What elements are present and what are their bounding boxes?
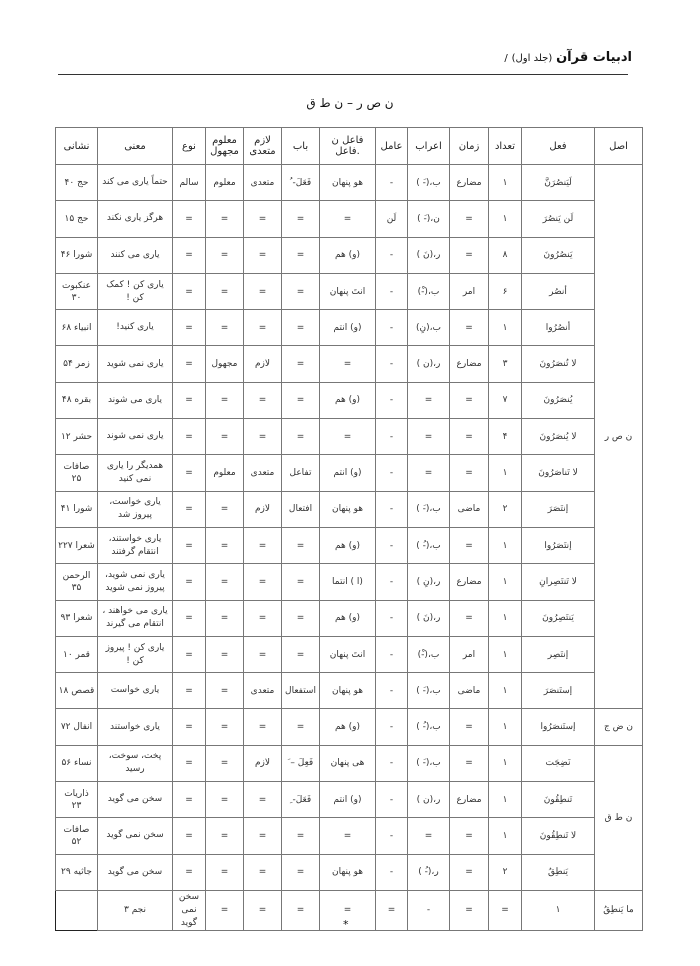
cell-maloom: = [206, 237, 244, 273]
cell-bab: = [282, 346, 320, 382]
cell-maloom: = [206, 564, 244, 600]
cell-zaman: امر [450, 273, 489, 309]
cell-tedad: ١ [489, 201, 522, 237]
page-header [62, 50, 632, 65]
cell-erab: ب،(-َ ) [408, 673, 450, 709]
cell-noe: = [173, 673, 206, 709]
cell-amel: - [376, 709, 408, 745]
cell-bab: = [282, 636, 320, 672]
cell-noe: = [173, 455, 206, 491]
cell-fel: ما يَنطِقُ [595, 890, 643, 930]
cell-erab: ب،(-ُ ) [408, 709, 450, 745]
cell-erab: ر،(نَ ) [408, 237, 450, 273]
cell-fael: هی پنهان [320, 745, 376, 781]
cell-erab: ن،(-َ ) [408, 201, 450, 237]
cell-fel: لا تَنتَصِرانِ [522, 564, 595, 600]
cell-noe: = [173, 564, 206, 600]
cell-lazem: = [244, 310, 282, 346]
cell-zaman: امر [450, 636, 489, 672]
cell-neshani: نجم ۳ [98, 890, 173, 930]
cell-tedad: ١ [522, 890, 595, 930]
cell-neshani: انبیاء ۶۸ [56, 310, 98, 346]
cell-tedad: ٨ [489, 237, 522, 273]
cell-fel: يَنصُرُونَ [522, 237, 595, 273]
cell-amel: - [376, 491, 408, 527]
col-mani: معنی [98, 128, 173, 165]
cell-tedad: ١ [489, 673, 522, 709]
cell-zaman: مضارع [450, 346, 489, 382]
cell-fel: أنصُرُوا [522, 310, 595, 346]
cell-bab: = [282, 237, 320, 273]
cell-fael: = [320, 346, 376, 382]
cell-tedad: ١ [489, 709, 522, 745]
cell-tedad: ٢ [489, 854, 522, 890]
cell-bab: = [282, 564, 320, 600]
cell-erab: ب،(نِ) [408, 310, 450, 346]
cell-tedad: ١ [489, 782, 522, 818]
col-bab: باب [282, 128, 320, 165]
cell-mani: سخن می گوید [98, 854, 173, 890]
cell-amel: - [376, 165, 408, 201]
book-title: ادبیات قرآن [556, 50, 632, 65]
cell-mani: یاری خواستند، انتقام گرفتند [98, 527, 173, 563]
cell-zaman: = [450, 600, 489, 636]
cell-fael: هو پنهان [320, 673, 376, 709]
cell-lazem: = [244, 854, 282, 890]
cell-erab: = [408, 455, 450, 491]
cell-tedad: ٢ [489, 491, 522, 527]
col-zaman: زمان [450, 128, 489, 165]
cell-amel: - [376, 419, 408, 455]
cell-noe: = [173, 310, 206, 346]
cell-mani: یاری کن ! پیروز کن ! [98, 636, 173, 672]
table-row [56, 636, 643, 672]
table-row [56, 419, 643, 455]
cell-lazem: = [244, 782, 282, 818]
cell-fel: يَنتَصِرُونَ [522, 600, 595, 636]
col-fael: فاعل ن .فاعل [320, 128, 376, 165]
col-amel: عامل [376, 128, 408, 165]
cell-lazem: = [244, 201, 282, 237]
cell-lazem: = [244, 600, 282, 636]
table-row [56, 237, 643, 273]
cell-fel: إنتَصَرُوا [522, 527, 595, 563]
cell-lazem: = [244, 419, 282, 455]
cell-noe: = [173, 346, 206, 382]
cell-neshani: بقره ۴۸ [56, 382, 98, 418]
footer-asterisk: * [343, 918, 349, 931]
cell-mani: پخت، سوخت، رسید [98, 745, 173, 781]
cell-fel: نَضِجَت [522, 745, 595, 781]
cell-amel: - [376, 310, 408, 346]
cell-maloom: = [206, 854, 244, 890]
table-row [56, 527, 643, 563]
cell-amel: - [376, 818, 408, 854]
cell-noe: = [173, 419, 206, 455]
cell-zaman: = [450, 818, 489, 854]
header-separator: / [504, 53, 508, 64]
cell-erab: ب،(-َ ) [408, 165, 450, 201]
cell-tedad: ١ [489, 165, 522, 201]
cell-fael: هو پنهان [320, 491, 376, 527]
cell-fael: (و) هم [320, 527, 376, 563]
cell-fael: = [320, 818, 376, 854]
cell-maloom: = [206, 273, 244, 309]
col-maloom: معلوم مجهول [206, 128, 244, 165]
cell-amel: - [376, 527, 408, 563]
cell-fel: لا يُنصَرُونَ [522, 419, 595, 455]
cell-fael: هو پنهان [320, 165, 376, 201]
cell-neshani: انفال ۷۲ [56, 709, 98, 745]
cell-erab: ب،(-َ ) [408, 491, 450, 527]
cell-amel: - [376, 854, 408, 890]
cell-fael: (و) هم [320, 600, 376, 636]
cell-bab: = [320, 890, 376, 930]
cell-maloom: = [206, 709, 244, 745]
cell-erab: = [408, 818, 450, 854]
cell-neshani: قمر ۱۰ [56, 636, 98, 672]
cell-erab: ر،(-ُ ) [408, 854, 450, 890]
cell-fael: (و) هم [320, 237, 376, 273]
cell-amel: - [376, 382, 408, 418]
cell-mani: یاری خواستند [98, 709, 173, 745]
cell-noe: = [173, 600, 206, 636]
cell-maloom: = [206, 491, 244, 527]
cell-neshani: حج ۴۰ [56, 165, 98, 201]
cell-maloom: = [206, 782, 244, 818]
cell-fel: لا تَنطِقُونَ [522, 818, 595, 854]
cell-amel: - [376, 346, 408, 382]
cell-zaman: = [450, 201, 489, 237]
cell-bab: فَعَلَ- ُ [282, 165, 320, 201]
cell-bab: = [282, 382, 320, 418]
cell-erab: = [408, 419, 450, 455]
cell-noe: = [173, 636, 206, 672]
cell-noe: = [206, 890, 244, 930]
cell-zaman: = [450, 382, 489, 418]
section-title: ن ص ر – ن ط ق [306, 96, 394, 110]
table-row [56, 854, 643, 890]
cell-zaman: = [450, 310, 489, 346]
verb-analysis-table [55, 127, 643, 931]
cell-mani: سخن نمی گوید [173, 890, 206, 930]
cell-neshani: شعرا ۹۳ [56, 600, 98, 636]
cell-neshani: شعرا ۲۲۷ [56, 527, 98, 563]
cell-lazem: لازم [244, 745, 282, 781]
cell-erab: ب،(-ْ) [408, 636, 450, 672]
cell-lazem: = [244, 237, 282, 273]
cell-fel: يَنطِقُ [522, 854, 595, 890]
cell-mani: سخن نمی گوید [98, 818, 173, 854]
cell-amel: - [408, 890, 450, 930]
cell-erab: ر،(ن ) [408, 782, 450, 818]
table-row [56, 165, 643, 201]
cell-mani: یاری می کنند [98, 237, 173, 273]
cell-lazem: = [244, 564, 282, 600]
cell-maloom: = [206, 419, 244, 455]
cell-mani: یاری کنید! [98, 310, 173, 346]
cell-zaman: = [450, 527, 489, 563]
cell-erab: = [450, 890, 489, 930]
cell-fel: إستَنصَرُوا [522, 709, 595, 745]
cell-maloom: معلوم [206, 455, 244, 491]
cell-noe: = [173, 201, 206, 237]
table-row [56, 201, 643, 237]
header-rule [58, 74, 628, 75]
cell-noe: = [173, 273, 206, 309]
cell-maloom: = [206, 745, 244, 781]
cell-noe: = [173, 745, 206, 781]
cell-zaman: مضارع [450, 782, 489, 818]
cell-fael: = [320, 201, 376, 237]
cell-maloom: = [206, 310, 244, 346]
cell-amel: - [376, 600, 408, 636]
cell-tedad: ۴ [489, 419, 522, 455]
cell-amel: - [376, 636, 408, 672]
table-row [56, 818, 643, 854]
cell-mani: یاری می شوند [98, 382, 173, 418]
cell-amel: - [376, 745, 408, 781]
cell-mani: یاری نمی شوید [98, 346, 173, 382]
cell-tedad: ۶ [489, 273, 522, 309]
cell-tedad: ٣ [489, 346, 522, 382]
cell-lazem: متعدی [244, 673, 282, 709]
table-row [56, 564, 643, 600]
table-row [56, 782, 643, 818]
cell-maloom: = [206, 600, 244, 636]
cell-noe: = [173, 854, 206, 890]
cell-lazem: = [244, 818, 282, 854]
cell-tedad: ١ [489, 455, 522, 491]
table-body [56, 165, 643, 931]
cell-neshani: نساء ۵۶ [56, 745, 98, 781]
cell-fel: أنصُر [522, 273, 595, 309]
cell-zaman: = [450, 455, 489, 491]
cell-amel: لَن [376, 201, 408, 237]
cell-fael: (و) انتم [320, 310, 376, 346]
table-row [56, 491, 643, 527]
cell-mani: همدیگر را یاری نمی کنید [98, 455, 173, 491]
cell-fel: لا تَناصَرُونَ [522, 455, 595, 491]
col-neshani: نشانی [56, 128, 98, 165]
table-row [56, 890, 643, 930]
col-noe: نوع [173, 128, 206, 165]
cell-asl: ن ط ق [595, 745, 643, 890]
cell-bab: فَعَلَ- ِ [282, 782, 320, 818]
col-erab: اعراب [408, 128, 450, 165]
cell-fael: = [320, 419, 376, 455]
cell-lazem: = [244, 527, 282, 563]
cell-mani: یاری خواست [98, 673, 173, 709]
table-row [56, 310, 643, 346]
cell-mani: هرگز یاری نکند [98, 201, 173, 237]
cell-bab: = [282, 273, 320, 309]
cell-zaman: = [450, 745, 489, 781]
cell-maloom: معلوم [206, 165, 244, 201]
cell-bab: = [282, 818, 320, 854]
cell-bab: = [282, 709, 320, 745]
cell-erab: ر،(نِ ) [408, 564, 450, 600]
cell-amel: - [376, 455, 408, 491]
cell-neshani: حشر ۱۲ [56, 419, 98, 455]
cell-amel: - [376, 673, 408, 709]
table-row [56, 600, 643, 636]
cell-fel: تَنطِقُونَ [522, 782, 595, 818]
cell-tedad: ١ [489, 818, 522, 854]
cell-noe: = [173, 818, 206, 854]
cell-neshani: ذاریات ۲۳ [56, 782, 98, 818]
cell-fael: (و) انتم [320, 455, 376, 491]
cell-tedad: ١ [489, 636, 522, 672]
table-row [56, 382, 643, 418]
cell-neshani: شورا ۴۱ [56, 491, 98, 527]
cell-erab: ب،(-ْ) [408, 273, 450, 309]
cell-erab: = [408, 382, 450, 418]
cell-bab: فَعِلَ – َ [282, 745, 320, 781]
cell-maloom: = [206, 382, 244, 418]
cell-noe: = [173, 237, 206, 273]
cell-fael: = [376, 890, 408, 930]
cell-zaman: = [489, 890, 522, 930]
table-row [56, 273, 643, 309]
cell-mani: یاری نمی شوید، پیروز نمی شوید [98, 564, 173, 600]
cell-mani: حتماً یاری می کند [98, 165, 173, 201]
cell-zaman: = [450, 709, 489, 745]
cell-mani: سخن می گوید [98, 782, 173, 818]
cell-asl: ن ص ر [595, 165, 643, 709]
cell-zaman: = [450, 854, 489, 890]
cell-bab: = [282, 527, 320, 563]
col-asl: اصل [595, 128, 643, 165]
cell-neshani: صافات ۵۲ [56, 818, 98, 854]
cell-neshani: جاثیه ۲۹ [56, 854, 98, 890]
cell-lazem: = [244, 382, 282, 418]
cell-maloom: = [244, 890, 282, 930]
cell-lazem: = [244, 636, 282, 672]
table-header-row [56, 128, 643, 165]
col-tedad: تعداد [489, 128, 522, 165]
cell-noe: = [173, 709, 206, 745]
cell-neshani: قصص ۱۸ [56, 673, 98, 709]
cell-tedad: ١ [489, 310, 522, 346]
cell-lazem: لازم [244, 491, 282, 527]
cell-lazem: متعدی [244, 455, 282, 491]
cell-tedad: ١ [489, 564, 522, 600]
cell-maloom: = [206, 818, 244, 854]
cell-zaman: مضارع [450, 165, 489, 201]
cell-fel: لا تُنصَرُونَ [522, 346, 595, 382]
cell-tedad: ١ [489, 745, 522, 781]
cell-erab: ر،(ن ) [408, 346, 450, 382]
cell-maloom: = [206, 673, 244, 709]
cell-amel: - [376, 782, 408, 818]
cell-fel: يُنصَرُونَ [522, 382, 595, 418]
col-lazem: لازم متعدی [244, 128, 282, 165]
cell-asl: ن ض ج [595, 709, 643, 745]
cell-fael: (و) انتم [320, 782, 376, 818]
cell-lazem: متعدی [244, 165, 282, 201]
cell-mani: یاری کن ! کمک کن ! [98, 273, 173, 309]
table-row [56, 455, 643, 491]
cell-amel: - [376, 273, 408, 309]
cell-tedad: ٧ [489, 382, 522, 418]
cell-zaman: ماضی [450, 491, 489, 527]
cell-zaman: = [450, 237, 489, 273]
table-row [56, 346, 643, 382]
cell-erab: ب،(-ُ ) [408, 527, 450, 563]
cell-maloom: مجهول [206, 346, 244, 382]
cell-lazem: = [244, 273, 282, 309]
cell-bab: = [282, 310, 320, 346]
cell-zaman: مضارع [450, 564, 489, 600]
cell-erab: ب،(-َ ) [408, 745, 450, 781]
cell-noe: سالم [173, 165, 206, 201]
cell-neshani: شورا ۴۶ [56, 237, 98, 273]
volume-label: (جلد اول) [511, 53, 553, 64]
cell-tedad: ١ [489, 600, 522, 636]
cell-fel: إستَنصَرَ [522, 673, 595, 709]
cell-fel: إنتَصَرَ [522, 491, 595, 527]
cell-bab: افتعال [282, 491, 320, 527]
col-fel: فعل [522, 128, 595, 165]
cell-lazem: = [282, 890, 320, 930]
cell-neshani: زمر ۵۴ [56, 346, 98, 382]
cell-neshani: عنکبوت ۳۰ [56, 273, 98, 309]
cell-amel: - [376, 237, 408, 273]
cell-lazem: = [244, 709, 282, 745]
cell-fael: (ا ) انتما [320, 564, 376, 600]
cell-tedad: ١ [489, 527, 522, 563]
cell-bab: = [282, 600, 320, 636]
cell-fel: لَن يَنصُرَ [522, 201, 595, 237]
cell-fael: (و) هم [320, 709, 376, 745]
cell-noe: = [173, 527, 206, 563]
cell-noe: = [173, 782, 206, 818]
cell-bab: تفاعل [282, 455, 320, 491]
table-row [56, 745, 643, 781]
cell-maloom: = [206, 527, 244, 563]
cell-bab: = [282, 201, 320, 237]
cell-fael: انتَ پنهان [320, 636, 376, 672]
cell-mani: یاری می خواهند ، انتقام می گیرند [98, 600, 173, 636]
cell-mani: یاری نمی شوند [98, 419, 173, 455]
cell-erab: ر،(نَ ) [408, 600, 450, 636]
table-row [56, 709, 643, 745]
cell-amel: - [376, 564, 408, 600]
cell-noe: = [173, 491, 206, 527]
cell-bab: استفعال [282, 673, 320, 709]
cell-fel: إنتَصِر [522, 636, 595, 672]
cell-fel: لَيَنصُرَنَّ [522, 165, 595, 201]
cell-fael: انتَ پنهان [320, 273, 376, 309]
cell-neshani: صافات ۲۵ [56, 455, 98, 491]
cell-mani: یاری خواست، پیروز شد [98, 491, 173, 527]
cell-zaman: = [450, 419, 489, 455]
cell-fael: هو پنهان [320, 854, 376, 890]
cell-noe: = [173, 382, 206, 418]
cell-lazem: لازم [244, 346, 282, 382]
cell-maloom: = [206, 201, 244, 237]
cell-maloom: = [206, 636, 244, 672]
cell-neshani: حج ۱۵ [56, 201, 98, 237]
cell-bab: = [282, 419, 320, 455]
table-row [56, 673, 643, 709]
cell-bab: = [282, 854, 320, 890]
cell-fael: (و) هم [320, 382, 376, 418]
cell-neshani: الرحمن ۳۵ [56, 564, 98, 600]
cell-zaman: ماضی [450, 673, 489, 709]
